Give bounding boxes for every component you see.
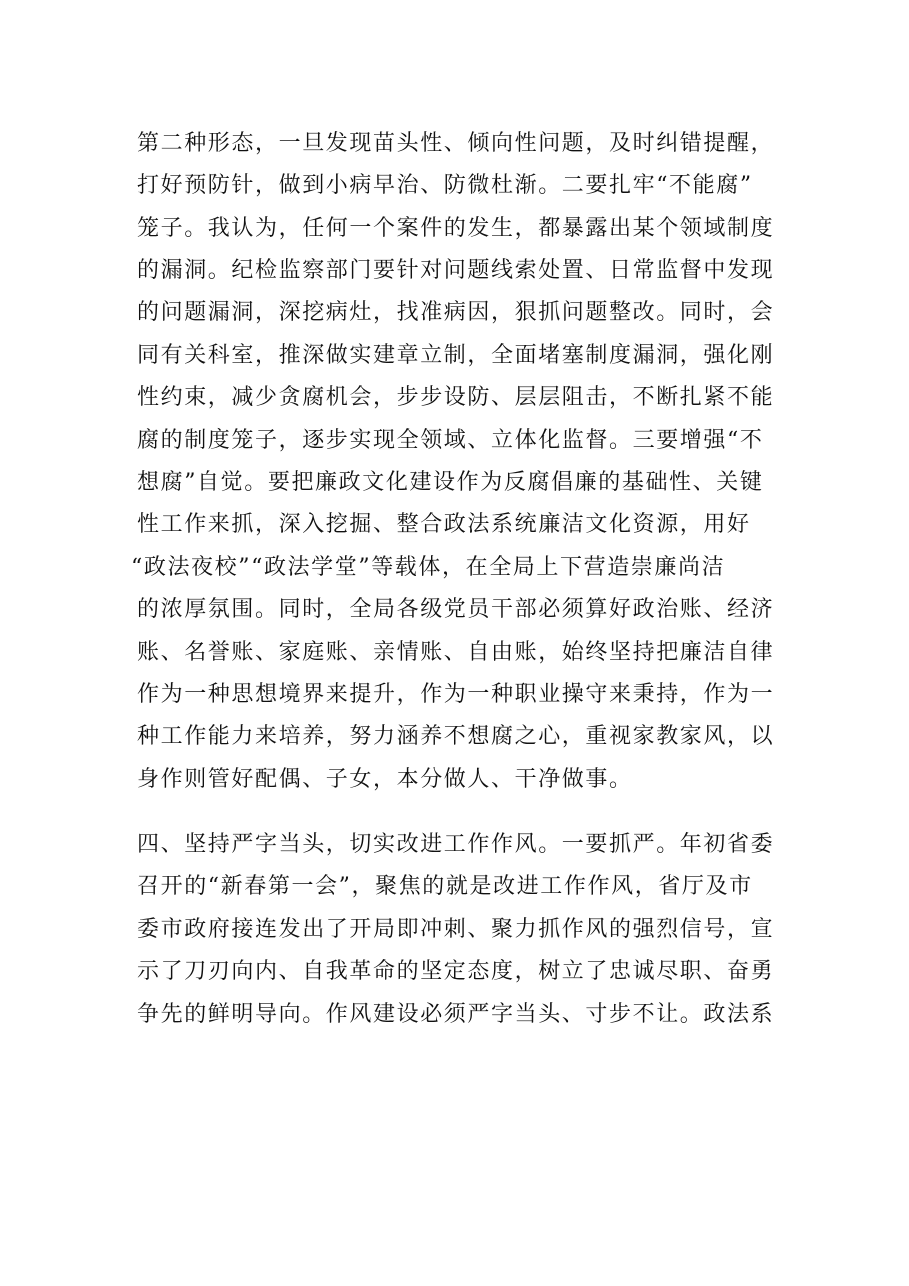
text-line: 的浓厚氛围。同时，全局各级党员干部必须算好政治账、经济 xyxy=(137,597,775,622)
text-line: 账、名誉账、家庭账、亲情账、自由账，始终坚持把廉洁自律 xyxy=(137,640,775,665)
text-line: 的漏洞。纪检监察部门要针对问题线索处置、日常监督中发现 xyxy=(137,258,775,283)
text-line: 争先的鲜明导向。作风建设必须严字当头、寸步不让。政法系 xyxy=(137,1002,775,1027)
text-line: 腐的制度笼子，逐步实现全领域、立体化监督。三要增强“不 xyxy=(137,428,764,453)
text-line: 同有关科室，推深做实建章立制，全面堵塞制度漏洞，强化刚 xyxy=(137,343,775,368)
text-line: 召开的“新春第一会”，聚焦的就是改进工作作风，省厅及市 xyxy=(137,874,753,899)
text-line: 性约束，减少贪腐机会，步步设防、层层阻击，不断扎紧不能 xyxy=(137,385,775,410)
text-line: 种工作能力来培养，努力涵养不想腐之心，重视家教家风，以 xyxy=(137,724,775,749)
section-heading-line: 四、坚持严字当头，切实改进工作作风。一要抓严。年初省委 xyxy=(137,832,775,857)
text-line: 身作则管好配偶、子女，本分做人、干净做事。 xyxy=(137,767,633,792)
text-line: 委市政府接连发出了开局即冲刺、聚力抓作风的强烈信号，宣 xyxy=(137,917,775,942)
text-line: 的问题漏洞，深挖病灶，找准病因，狠抓问题整改。同时，会 xyxy=(137,300,775,325)
text-line: 示了刀刃向内、自我革命的坚定态度，树立了忠诚尽职、奋勇 xyxy=(137,959,775,984)
text-line: 作为一种思想境界来提升，作为一种职业操守来秉持，作为一 xyxy=(137,682,775,707)
text-line: 性工作来抓，深入挖掘、整合政法系统廉洁文化资源，用好 xyxy=(137,512,751,537)
text-line: 想腐”自觉。要把廉政文化建设作为反腐倡廉的基础性、关键 xyxy=(137,470,764,495)
text-line: 笼子。我认为，任何一个案件的发生，都暴露出某个领域制度 xyxy=(137,216,775,241)
text-line: “政法夜校”“政法学堂”等载体，在全局上下营造崇廉尚洁 xyxy=(131,555,726,580)
text-line: 第二种形态，一旦发现苗头性、倾向性问题，及时纠错提醒， xyxy=(137,131,775,156)
text-line: 打好预防针，做到小病早治、防微杜渐。二要扎牢“不能腐” xyxy=(137,173,753,198)
